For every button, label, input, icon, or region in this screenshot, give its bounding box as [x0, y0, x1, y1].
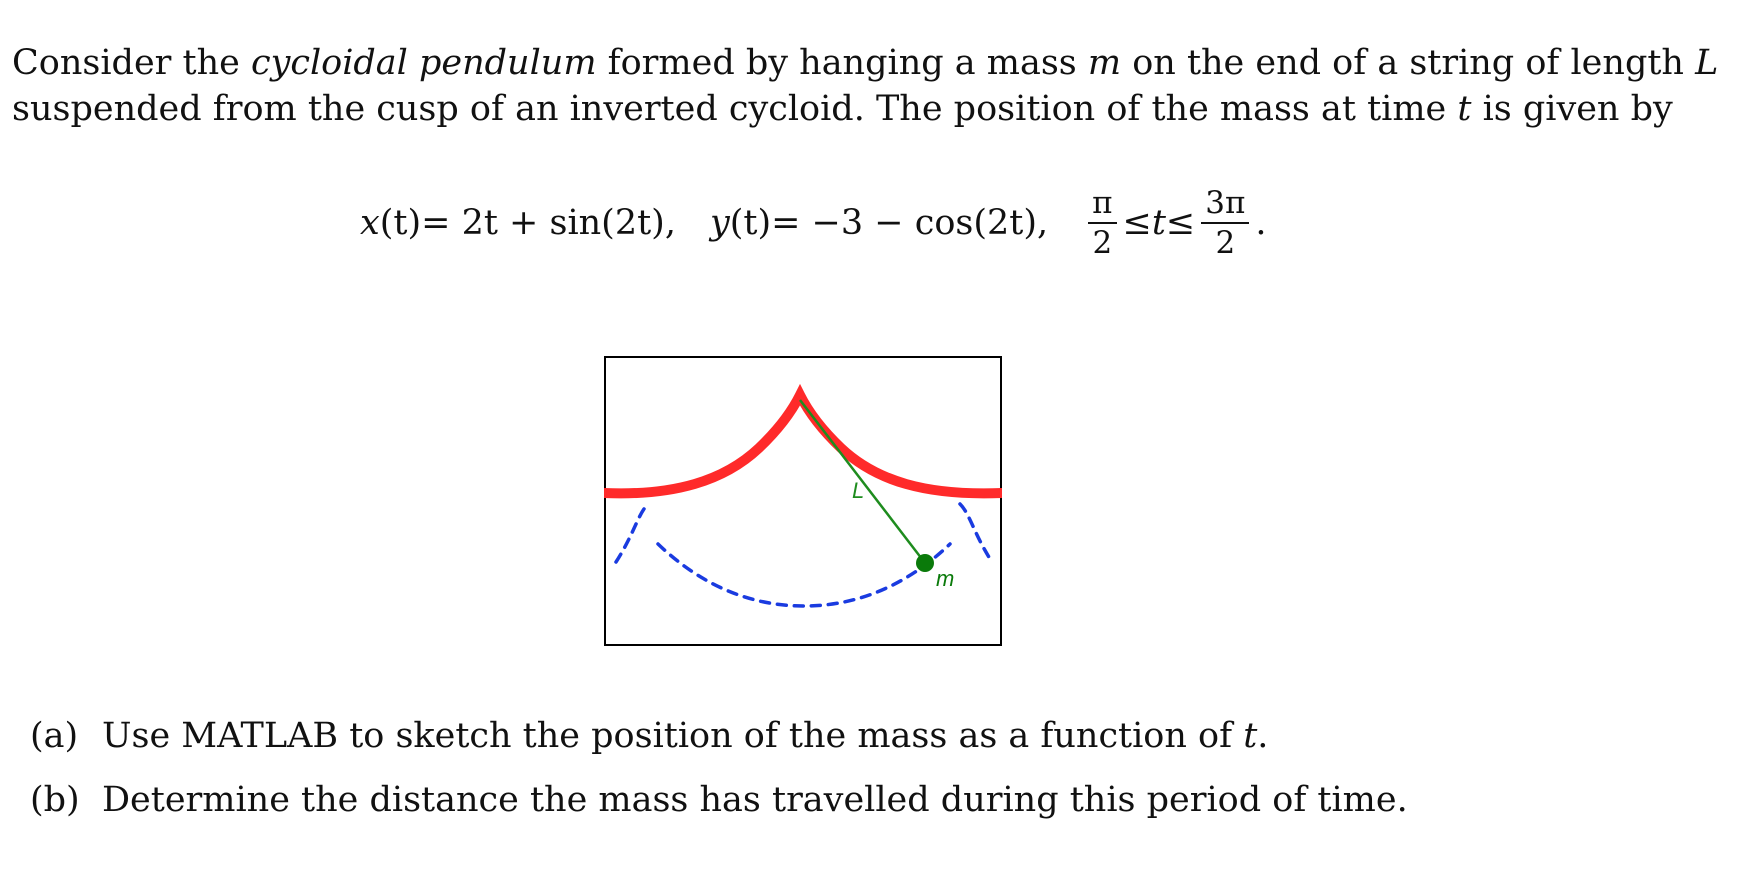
cycloid-pendulum-figure — [604, 356, 1002, 646]
part-b — [30, 780, 1408, 820]
upper-bound-numerator: 3π — [1201, 186, 1249, 224]
mass-label-m: m — [936, 566, 955, 591]
eq-x-rhs: = 2t + sin(2t), — [421, 203, 676, 243]
part-a-label: (a) — [30, 716, 79, 756]
term-cycloidal-pendulum: cycloidal pendulum — [250, 43, 597, 83]
intro-text: is given by — [1471, 89, 1673, 129]
intro-text: formed by hanging a mass — [596, 43, 1088, 83]
lower-bound-fraction — [1088, 186, 1116, 260]
upper-bound-denominator: 2 — [1215, 225, 1236, 261]
mass-bob — [916, 554, 934, 572]
problem-intro — [12, 40, 1732, 132]
intro-text: Consider the — [12, 43, 251, 83]
eq-y-arg: (t) — [729, 203, 772, 243]
eq-x-arg: (t) — [379, 203, 422, 243]
part-b-label: (b) — [30, 780, 80, 820]
lower-bound-denominator: 2 — [1092, 225, 1113, 261]
intro-line-1 — [12, 40, 1732, 86]
string-label-L: L — [852, 478, 865, 503]
intro-text: on the end of a string of length — [1121, 43, 1696, 83]
part-a-variable-t: t — [1243, 716, 1258, 756]
upper-bound-fraction — [1201, 186, 1249, 260]
eq-y-rhs: = −3 − cos(2t), — [771, 203, 1049, 243]
variable-t: t — [1457, 89, 1472, 129]
intro-text: suspended from the cusp of an inverted cycloid. The position of the mass at time — [12, 89, 1458, 129]
part-b-text: Determine the distance the mass has travelled during this period of time. — [102, 780, 1408, 820]
part-a — [30, 716, 1268, 756]
parametric-equation — [360, 178, 1267, 268]
variable-m: m — [1087, 43, 1122, 83]
eq-period: . — [1255, 203, 1267, 243]
eq-t: t — [1151, 203, 1166, 243]
eq-y-lhs: y — [709, 203, 730, 243]
part-a-text: Use MATLAB to sketch the position of the mass as a function of — [102, 716, 1244, 756]
lower-bound-numerator: π — [1088, 186, 1116, 224]
pendulum-diagram — [604, 356, 1002, 646]
leq-sign: ≤ — [1122, 203, 1152, 243]
variable-L: L — [1695, 43, 1719, 83]
inverted-cycloid-curve — [604, 395, 1002, 493]
leq-sign: ≤ — [1165, 203, 1196, 243]
intro-line-2 — [12, 86, 1732, 132]
eq-x-lhs: x — [360, 203, 380, 243]
part-a-end: . — [1257, 716, 1269, 756]
